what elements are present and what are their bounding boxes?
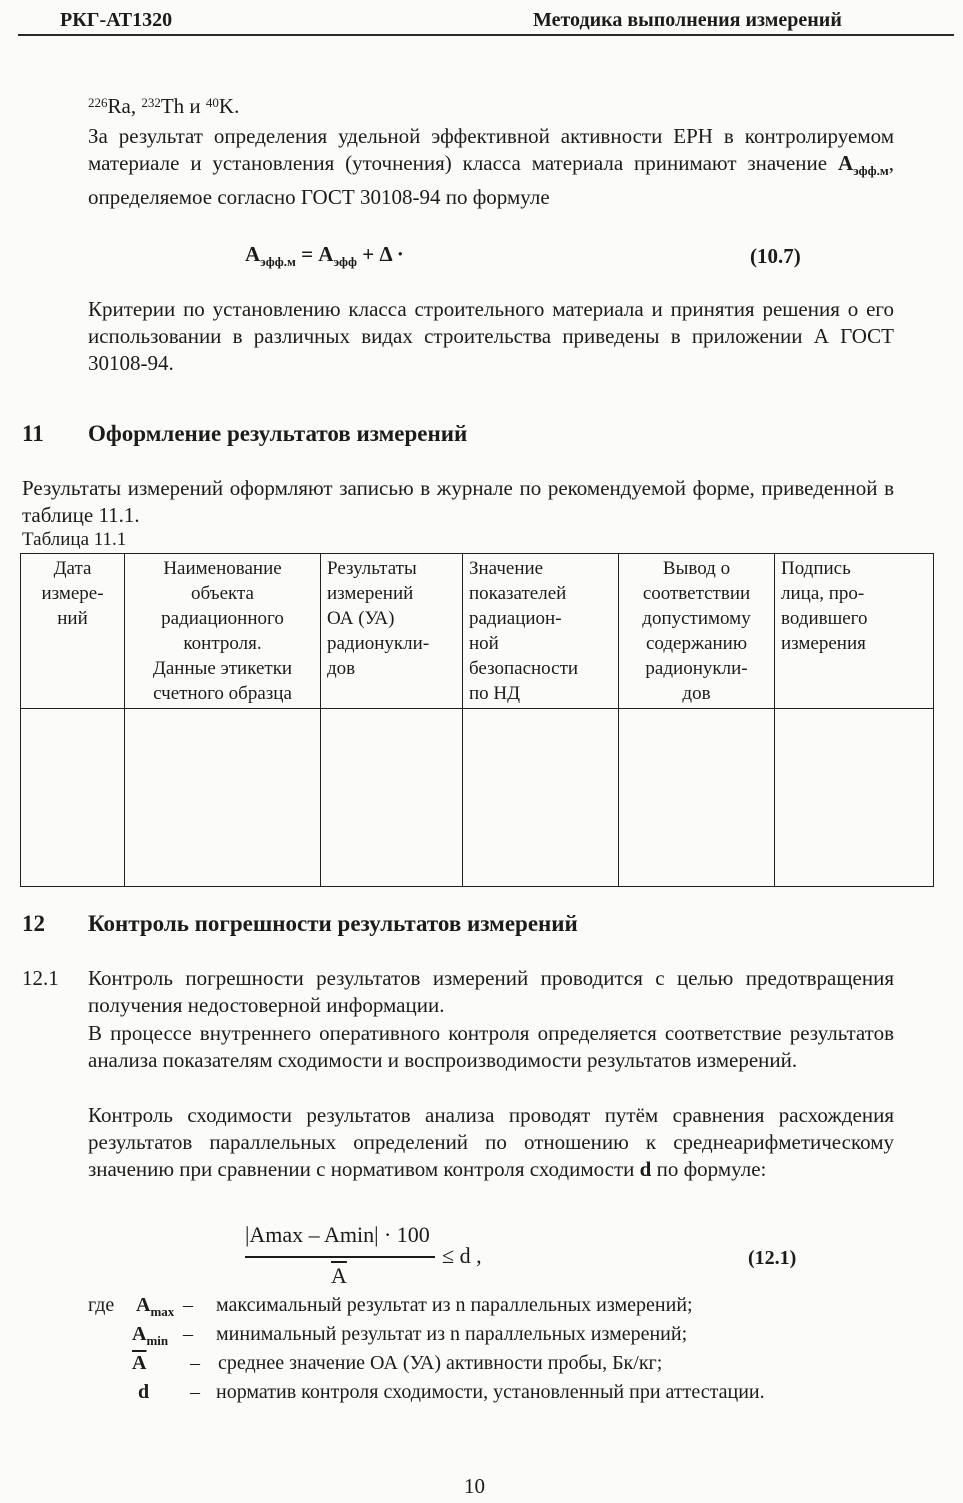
a-eff-m-symbol: А xyxy=(837,151,854,175)
isotopes-line xyxy=(88,93,239,120)
formula-12-1-relation: ≤ d , xyxy=(442,1243,482,1268)
formula-10-7-lhs: А xyxy=(245,242,261,266)
formula-12-1-number: (12.1) xyxy=(748,1247,797,1269)
intro-paragraph-1-tail: , определяемое согласно ГОСТ 30108-94 по формуле xyxy=(88,151,894,210)
def-d-symbol: d xyxy=(138,1381,150,1403)
header-rule xyxy=(18,34,954,36)
table-cell xyxy=(619,709,775,887)
formula-10-7-rhs-sub: эфф xyxy=(333,254,357,270)
formula-12-1-denominator: $\overline{A}$ xyxy=(331,1263,347,1288)
intro-paragraph-1 xyxy=(88,123,894,211)
where-word: где xyxy=(88,1294,115,1316)
table-cell xyxy=(321,709,463,887)
def-amin-text: минимальный результат из n параллельных измерений; xyxy=(216,1323,688,1345)
def-amin-symbol xyxy=(132,1323,168,1349)
section-12-number: 12 xyxy=(22,911,45,936)
results-table xyxy=(20,553,934,887)
k-symbol: K. xyxy=(218,94,240,118)
def-amin-dash: – xyxy=(183,1323,193,1345)
section-11-paragraph: Результаты измерений оформляют записью в журнале по рекомендуемой форме, приведенной в таблице 11.1. xyxy=(22,476,894,527)
table-header-signature: Подпись лица, про- водившего измерения xyxy=(775,554,934,709)
d-symbol: d xyxy=(639,1157,652,1181)
section-12-paragraph-3-text: Контроль сходимости результатов анализа проводят путём сравнения расхождения результатов параллельных определений по отношению к среднеарифметическому значению при сравнении с нормативом контроля сходимости xyxy=(88,1103,894,1181)
def-amin-sub: min xyxy=(146,1333,169,1348)
formula-10-7 xyxy=(245,242,404,270)
def-amean-dash: – xyxy=(190,1352,200,1374)
table-header-results: Результаты измерений ОА (УА) радионукли- дов xyxy=(321,554,463,709)
formula-12-1-fraction-bar xyxy=(245,1256,435,1258)
def-d-dash: – xyxy=(190,1381,200,1403)
def-amean-symbol: $\overline{A}$ xyxy=(132,1352,147,1374)
table-header-conclusion: Вывод о соответствии допустимому содержанию радионукли- дов xyxy=(619,554,775,709)
k-mass: 40 xyxy=(205,95,219,110)
table-cell xyxy=(125,709,321,887)
section-12-title: Контроль погрешности результатов измерений xyxy=(88,911,578,936)
th-symbol: Th и xyxy=(160,94,201,118)
def-amean-text: среднее значение ОА (УА) активности пробы, Бк/кг; xyxy=(218,1352,663,1374)
formula-10-7-lhs-sub: эфф.м xyxy=(260,254,296,270)
table-caption: Таблица 11.1 xyxy=(22,529,127,550)
section-12-paragraph-3 xyxy=(88,1102,894,1183)
a-eff-m-sub: эфф.м xyxy=(853,163,889,179)
formula-10-7-tail: + Δ · xyxy=(356,242,404,266)
intro-paragraph-2: Критерии по установлению класса строительного материала и принятия решения о его использовании в различных видах строительства приведены в приложении А ГОСТ 30108-94. xyxy=(88,297,894,375)
table-cell xyxy=(21,709,125,887)
table-cell xyxy=(775,709,934,887)
table-header-date: Дата измере- ний xyxy=(21,554,125,709)
header-right: Методика выполнения измерений xyxy=(533,9,842,31)
section-11-number: 11 xyxy=(22,421,44,446)
formula-10-7-number: (10.7) xyxy=(750,244,801,268)
section-11-title: Оформление результатов измерений xyxy=(88,421,468,446)
header-left: РКГ-АТ1320 xyxy=(60,9,173,31)
table-header-row xyxy=(21,554,934,709)
def-amax-dash: – xyxy=(183,1294,193,1316)
def-amax-sym: A xyxy=(136,1294,151,1316)
page-number: 10 xyxy=(464,1474,485,1498)
table-header-object: Наименование объекта радиационного контроля. Данные этикетки счетного образца xyxy=(125,554,321,709)
table-row xyxy=(21,709,934,887)
intro-paragraph-1-text: За результат определения удельной эффективной активности ЕРН в контролируемом материале и установления (уточнения) класса материала принимают значение xyxy=(88,124,894,175)
def-amax-sub: max xyxy=(150,1304,175,1319)
th-mass: 232 xyxy=(141,95,161,110)
def-d-text: норматив контроля сходимости, установленный при аттестации. xyxy=(216,1381,765,1403)
def-amax-text: максимальный результат из n параллельных измерений; xyxy=(216,1294,693,1316)
def-amin-sym: A xyxy=(132,1323,147,1345)
formula-12-1-numerator: |Amax – Amin| · 100 xyxy=(245,1222,430,1247)
table-header-values: Значение показателей радиацион- ной безопасности по НД xyxy=(463,554,619,709)
subsection-12-1-number: 12.1 xyxy=(22,966,59,990)
ra-mass: 226 xyxy=(88,95,108,110)
table-cell xyxy=(463,709,619,887)
section-12-paragraph-1: Контроль погрешности результатов измерений проводится с целью предотвращения получения недостоверной информации. xyxy=(88,966,894,1017)
def-amax-symbol xyxy=(136,1294,174,1320)
formula-10-7-eq: = А xyxy=(295,242,334,266)
section-12-paragraph-2: В процессе внутреннего оперативного контроля определяется соответствие результатов анализа показателям сходимости и воспроизводимости результатов измерений. xyxy=(88,1021,894,1072)
section-12-paragraph-3-end: по формуле: xyxy=(656,1157,767,1181)
ra-symbol: Ra, xyxy=(107,94,137,118)
